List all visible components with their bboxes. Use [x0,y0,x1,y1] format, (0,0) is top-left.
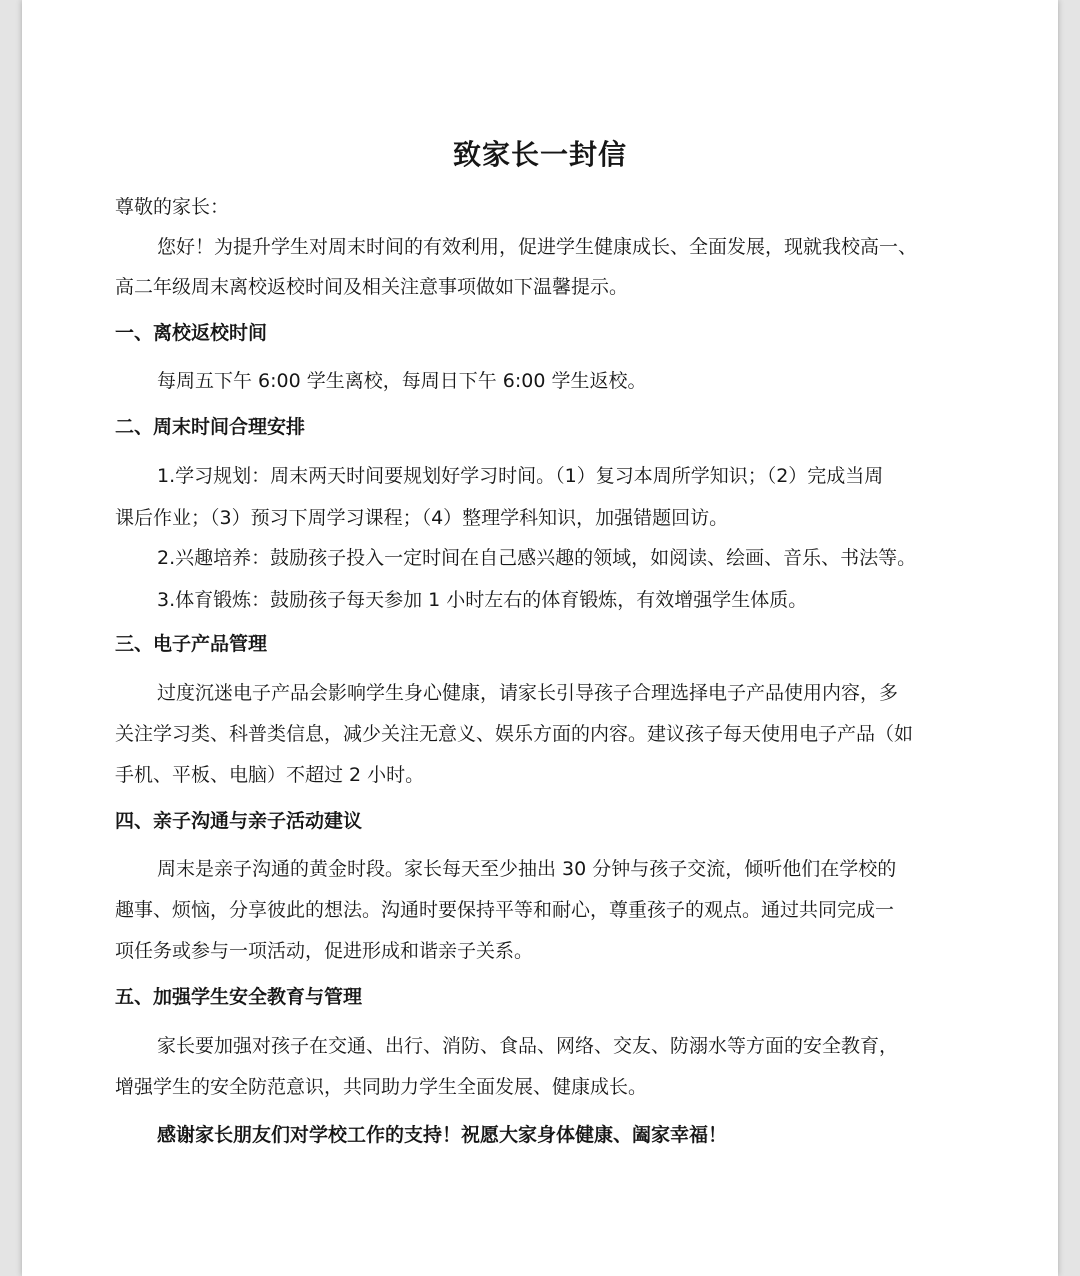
page-title: 致家长一封信 [452,138,627,171]
section-5-line: 家长要加强对孩子在交通、出行、消防、食品、网络、交友、防溺水等方面的安全教育， [157,1035,899,1057]
section-heading-2: 二、周末时间合理安排 [115,416,306,438]
section-heading-3: 三、电子产品管理 [115,633,268,655]
section-2-line: 课后作业；（3）预习下周学习课程；（4）整理学科知识，加强错题回访。 [115,507,729,529]
section-2-line: 3.体育锻炼：鼓励孩子每天参加 1 小时左右的体育锻炼，有效增强学生体质。 [157,589,808,611]
section-4-line: 项任务或参与一项活动，促进形成和谐亲子关系。 [115,940,534,962]
section-3-line: 过度沉迷电子产品会影响学生身心健康，请家长引导孩子合理选择电子产品使用内容，多 [157,682,899,704]
section-4-line: 周末是亲子沟通的黄金时段。家长每天至少抽出 30 分钟与孩子交流，倾听他们在学校的 [157,858,897,880]
section-5-line: 增强学生的安全防范意识，共同助力学生全面发展、健康成长。 [115,1076,648,1098]
section-3-line: 手机、平板、电脑）不超过 2 小时。 [115,764,425,786]
section-heading-5: 五、加强学生安全教育与管理 [115,986,363,1008]
section-1-line: 每周五下午 6:00 学生离校，每周日下午 6:00 学生返校。 [157,370,647,392]
section-2-line: 2.兴趣培养：鼓励孩子投入一定时间在自己感兴趣的领域，如阅读、绘画、音乐、书法等。 [157,547,917,569]
document-page [22,0,1058,1276]
intro-line: 高二年级周末离校返校时间及相关注意事项做如下温馨提示。 [115,276,629,298]
closing-line: 感谢家长朋友们对学校工作的支持！祝愿大家身体健康、阖家幸福！ [157,1124,728,1146]
section-3-line: 关注学习类、科普类信息，减少关注无意义、娱乐方面的内容。建议孩子每天使用电子产品（如 [115,723,914,745]
salutation: 尊敬的家长： [115,196,230,218]
intro-line: 您好！为提升学生对周末时间的有效利用，促进学生健康成长、全面发展，现就我校高一、 [157,236,918,258]
section-heading-4: 四、亲子沟通与亲子活动建议 [115,810,363,832]
section-4-line: 趣事、烦恼，分享彼此的想法。沟通时要保持平等和耐心，尊重孩子的观点。通过共同完成一 [115,899,895,921]
section-2-line: 1.学习规划：周末两天时间要规划好学习时间。（1）复习本周所学知识；（2）完成当周 [157,465,884,487]
section-heading-1: 一、离校返校时间 [115,322,268,344]
